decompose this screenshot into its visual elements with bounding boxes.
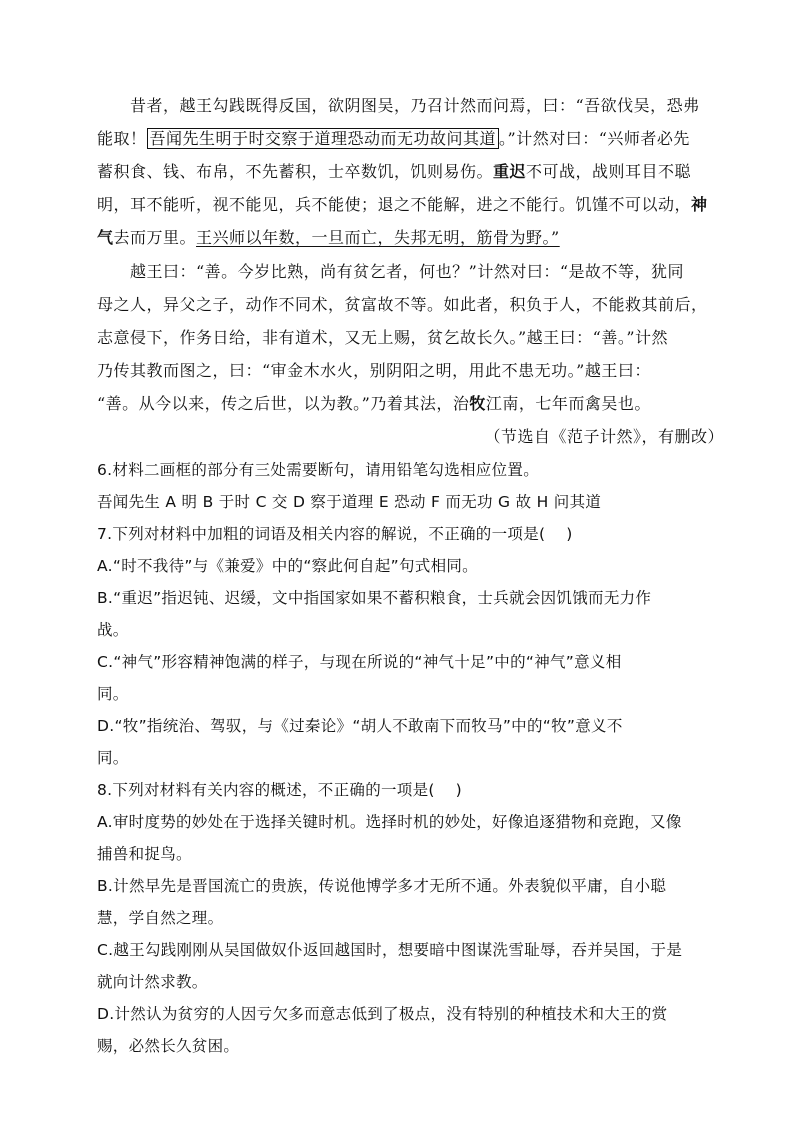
- passage-text: 明，耳不能听，视不能见，兵不能使；退之不能解，进之不能行。饥馑不可以动，: [97, 195, 692, 214]
- passage-text: 蓄积食、钱、布帛，不先蓄积，士卒数饥，饥则易伤。: [97, 162, 494, 181]
- question-6-options: 吾闻先生 A 明 B 于时 C 交 D 察于道理 E 恐动 F 而无功 G 故 H 问其道: [97, 493, 602, 511]
- question-8-option-a-cont: 捕兽和捉鸟。: [97, 845, 192, 863]
- source-citation: （节选自《范子计然》，有删改）: [484, 427, 724, 446]
- passage-text: 。”计然对曰：“兴师者必先: [499, 129, 690, 148]
- passage-line: [130, 262, 684, 282]
- question-8-option-d-cont: 赐，必然长久贫困。: [97, 1037, 240, 1055]
- question-8-option-b-cont: 慧，学自然之理。: [97, 909, 224, 927]
- passage-line: [130, 96, 700, 116]
- passage-line: [97, 361, 651, 381]
- passage-text: 母之人，异父之子，动作不同术，贫富故不等。如此者，积负于人，不能救其前后，: [97, 295, 708, 314]
- question-7-option-d: D.“牧”指统治、驾驭，与《过秦论》“胡人不敢南下而牧马”中的“牧”意义不: [97, 717, 623, 735]
- question-8-option-c-cont: 就向计然求教。: [97, 973, 208, 991]
- passage-text: 去而万里。: [113, 228, 197, 247]
- passage-text: 越王曰：“善。今岁比熟，尚有贫乞者，何也？”计然对曰：“是故不等，犹同: [130, 262, 685, 281]
- question-8-option-c: C.越王勾践刚刚从吴国做奴仆返回越国时，想要暗中图谋洗雪耻辱，吞并吴国，于是: [97, 941, 683, 959]
- passage-text: 不可战，战则耳目不聪: [526, 162, 692, 181]
- passage-text: 志意侵下，作务日给，非有道术，又无上赐，贫乞故长久。”越王曰：“善。”计然: [97, 328, 669, 347]
- passage-text: 江南，七年而禽吴也。: [485, 394, 651, 413]
- passage-line: [97, 228, 560, 248]
- bold-term: 气: [97, 228, 114, 247]
- passage-line: [97, 295, 708, 315]
- passage-text: 昔者，越王勾践既得反国，欲阴图吴，乃召计然而问焉，曰：“吾欲伐吴，恐弗: [130, 96, 700, 115]
- passage-line: [97, 129, 690, 149]
- passage-line: [97, 162, 691, 182]
- question-7-option-c: C.“神气”形容精神饱满的样子，与现在所说的“神气十足”中的“神气”意义相: [97, 653, 622, 671]
- question-8-option-d: D.计然认为贫穷的人因亏欠多而意志低到了极点，没有特别的种植技术和大王的赏: [97, 1005, 668, 1023]
- question-8-stem: 8.下列对材料有关内容的概述，不正确的一项是( ): [97, 781, 462, 799]
- bold-term: 神: [691, 195, 708, 214]
- question-7-option-b: B.“重迟”指迟钝、迟缓，文中指国家如果不蓄积粮食，士兵就会因饥饿而无力作: [97, 589, 652, 607]
- passage-line: [97, 195, 708, 215]
- boxed-sentence: 吾闻先生明于时交察于道理恐动而无功故问其道: [147, 128, 500, 149]
- question-8-option-a: A.审时度势的妙处在于选择关键时机。选择时机的妙处，好像追逐猎物和竞跑，又像: [97, 813, 682, 831]
- question-7-stem: 7.下列对材料中加粗的词语及相关内容的解说，不正确的一项是( ): [97, 525, 573, 543]
- bold-term: 牧: [469, 394, 486, 413]
- passage-line: [97, 328, 668, 348]
- question-7-option-b-cont: 战。: [97, 621, 129, 639]
- question-7-option-c-cont: 同。: [97, 685, 129, 703]
- passage-text: “善。从今以来，传之后世，以为教。”乃着其法，治: [97, 394, 470, 413]
- question-8-option-b: B.计然早先是晋国流亡的贵族，传说他博学多才无所不通。外表貌似平庸，自小聪: [97, 877, 667, 895]
- question-7-option-a: A.“时不我待”与《兼爱》中的“察此何自起”句式相同。: [97, 557, 478, 575]
- question-6-stem: 6.材料二画框的部分有三处需要断句，请用铅笔勾选相应位置。: [97, 461, 539, 479]
- underlined-sentence: 王兴师以年数，一旦而亡，失邦无明，筋骨为野。”: [196, 228, 560, 247]
- bold-term: 重迟: [493, 162, 527, 181]
- question-7-option-d-cont: 同。: [97, 749, 129, 767]
- passage-text: 乃传其教而图之，曰：“审金木水火，别阴阳之明，用此不患无功。”越王曰：: [97, 361, 651, 380]
- passage-text: 能取！: [97, 129, 147, 148]
- passage-line: [97, 394, 651, 414]
